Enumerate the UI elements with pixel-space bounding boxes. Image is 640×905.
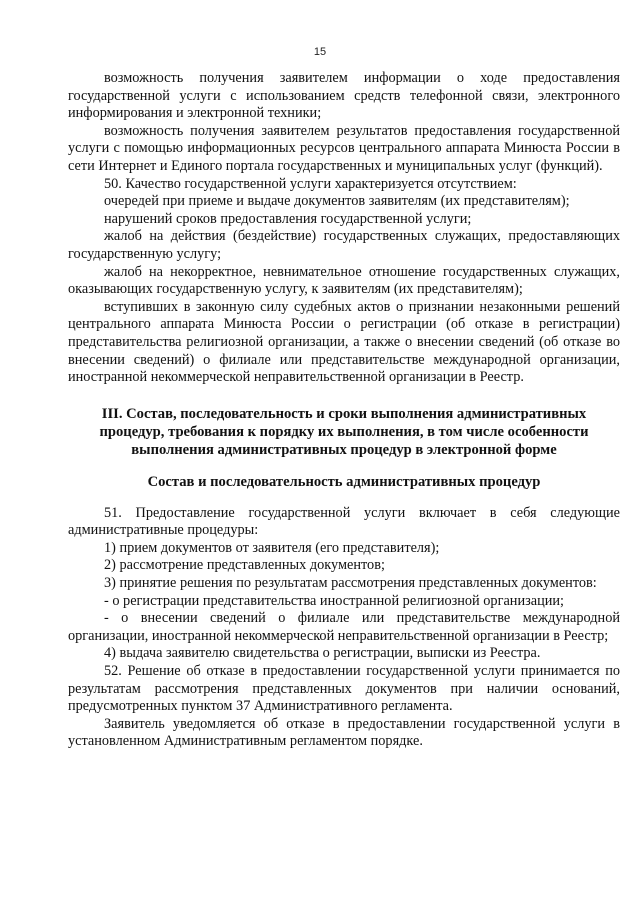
- paragraph: жалоб на действия (бездействие) государственных служащих, предоставляющих государственную услугу;: [68, 228, 620, 262]
- paragraph: 52. Решение об отказе в предоставлении государственной услуги принимается по результатам рассмотрения представленных документов при наличии оснований, предусмотренных пунктом 37 Административного регламента.: [68, 663, 620, 715]
- paragraph: 50. Качество государственной услуги характеризуется отсутствием:: [104, 175, 517, 192]
- paragraph: Заявитель уведомляется об отказе в предоставлении государственной услуги в установленном Административным регламентом порядке.: [68, 715, 620, 750]
- subsection-heading: Состав и последовательность административных процедур: [147, 473, 541, 490]
- section-heading: III. Состав, последовательность и сроки выполнения административных процедур, требования к порядку их выполнения, в том числе особенности выполнения административных процедур в электронной форме: [99, 405, 589, 458]
- list-item: 2) рассмотрение представленных документов;: [104, 557, 385, 574]
- list-item: 1) прием документов от заявителя (его представителя);: [104, 539, 440, 556]
- page-number: 15: [313, 46, 327, 58]
- list-item: - о регистрации представительства иностранной религиозной организации;: [104, 592, 565, 609]
- document-body: [68, 70, 620, 751]
- paragraph: жалоб на некорректное, невнимательное отношение государственных служащих, оказывающих государственную услугу, к заявителям (их представителям);: [68, 263, 620, 298]
- paragraph: 51. Предоставление государственной услуги включает в себя следующие административные процедуры:: [68, 504, 620, 539]
- list-item: - о внесении сведений о филиале или представительстве международной организации, иностранной некоммерческой неправительственной организации в Реестр;: [68, 610, 620, 644]
- paragraph: нарушений сроков предоставления государственной услуги;: [104, 210, 472, 227]
- paragraph: возможность получения заявителем информации о ходе предоставления государственной услуги с использованием средств телефонной связи, электронного информирования и электронной техники;: [68, 70, 620, 122]
- paragraph: очередей при приеме и выдаче документов заявителям (их представителям);: [104, 193, 570, 210]
- list-item: 4) выдача заявителю свидетельства о регистрации, выписки из Реестра.: [104, 645, 541, 662]
- paragraph: вступивших в законную силу судебных актов о признании незаконными решений центрального аппарата Минюста России о регистрации (об отказе в регистрации) представительства религиозной организации, а также о внесении сведений (об отказе во внесении сведений) о филиале или представительстве международной организации, иностранной некоммерческой неправительственной организации в Реестр.: [68, 298, 620, 386]
- list-item: 3) принятие решения по результатам рассмотрения представленных документов:: [104, 575, 597, 592]
- paragraph: возможность получения заявителем результатов предоставления государственной услуги с помощью информационных ресурсов центрального аппарата Минюста России в сети Интернет и Единого портала государственных и муниципальных услуг (функций).: [68, 122, 620, 174]
